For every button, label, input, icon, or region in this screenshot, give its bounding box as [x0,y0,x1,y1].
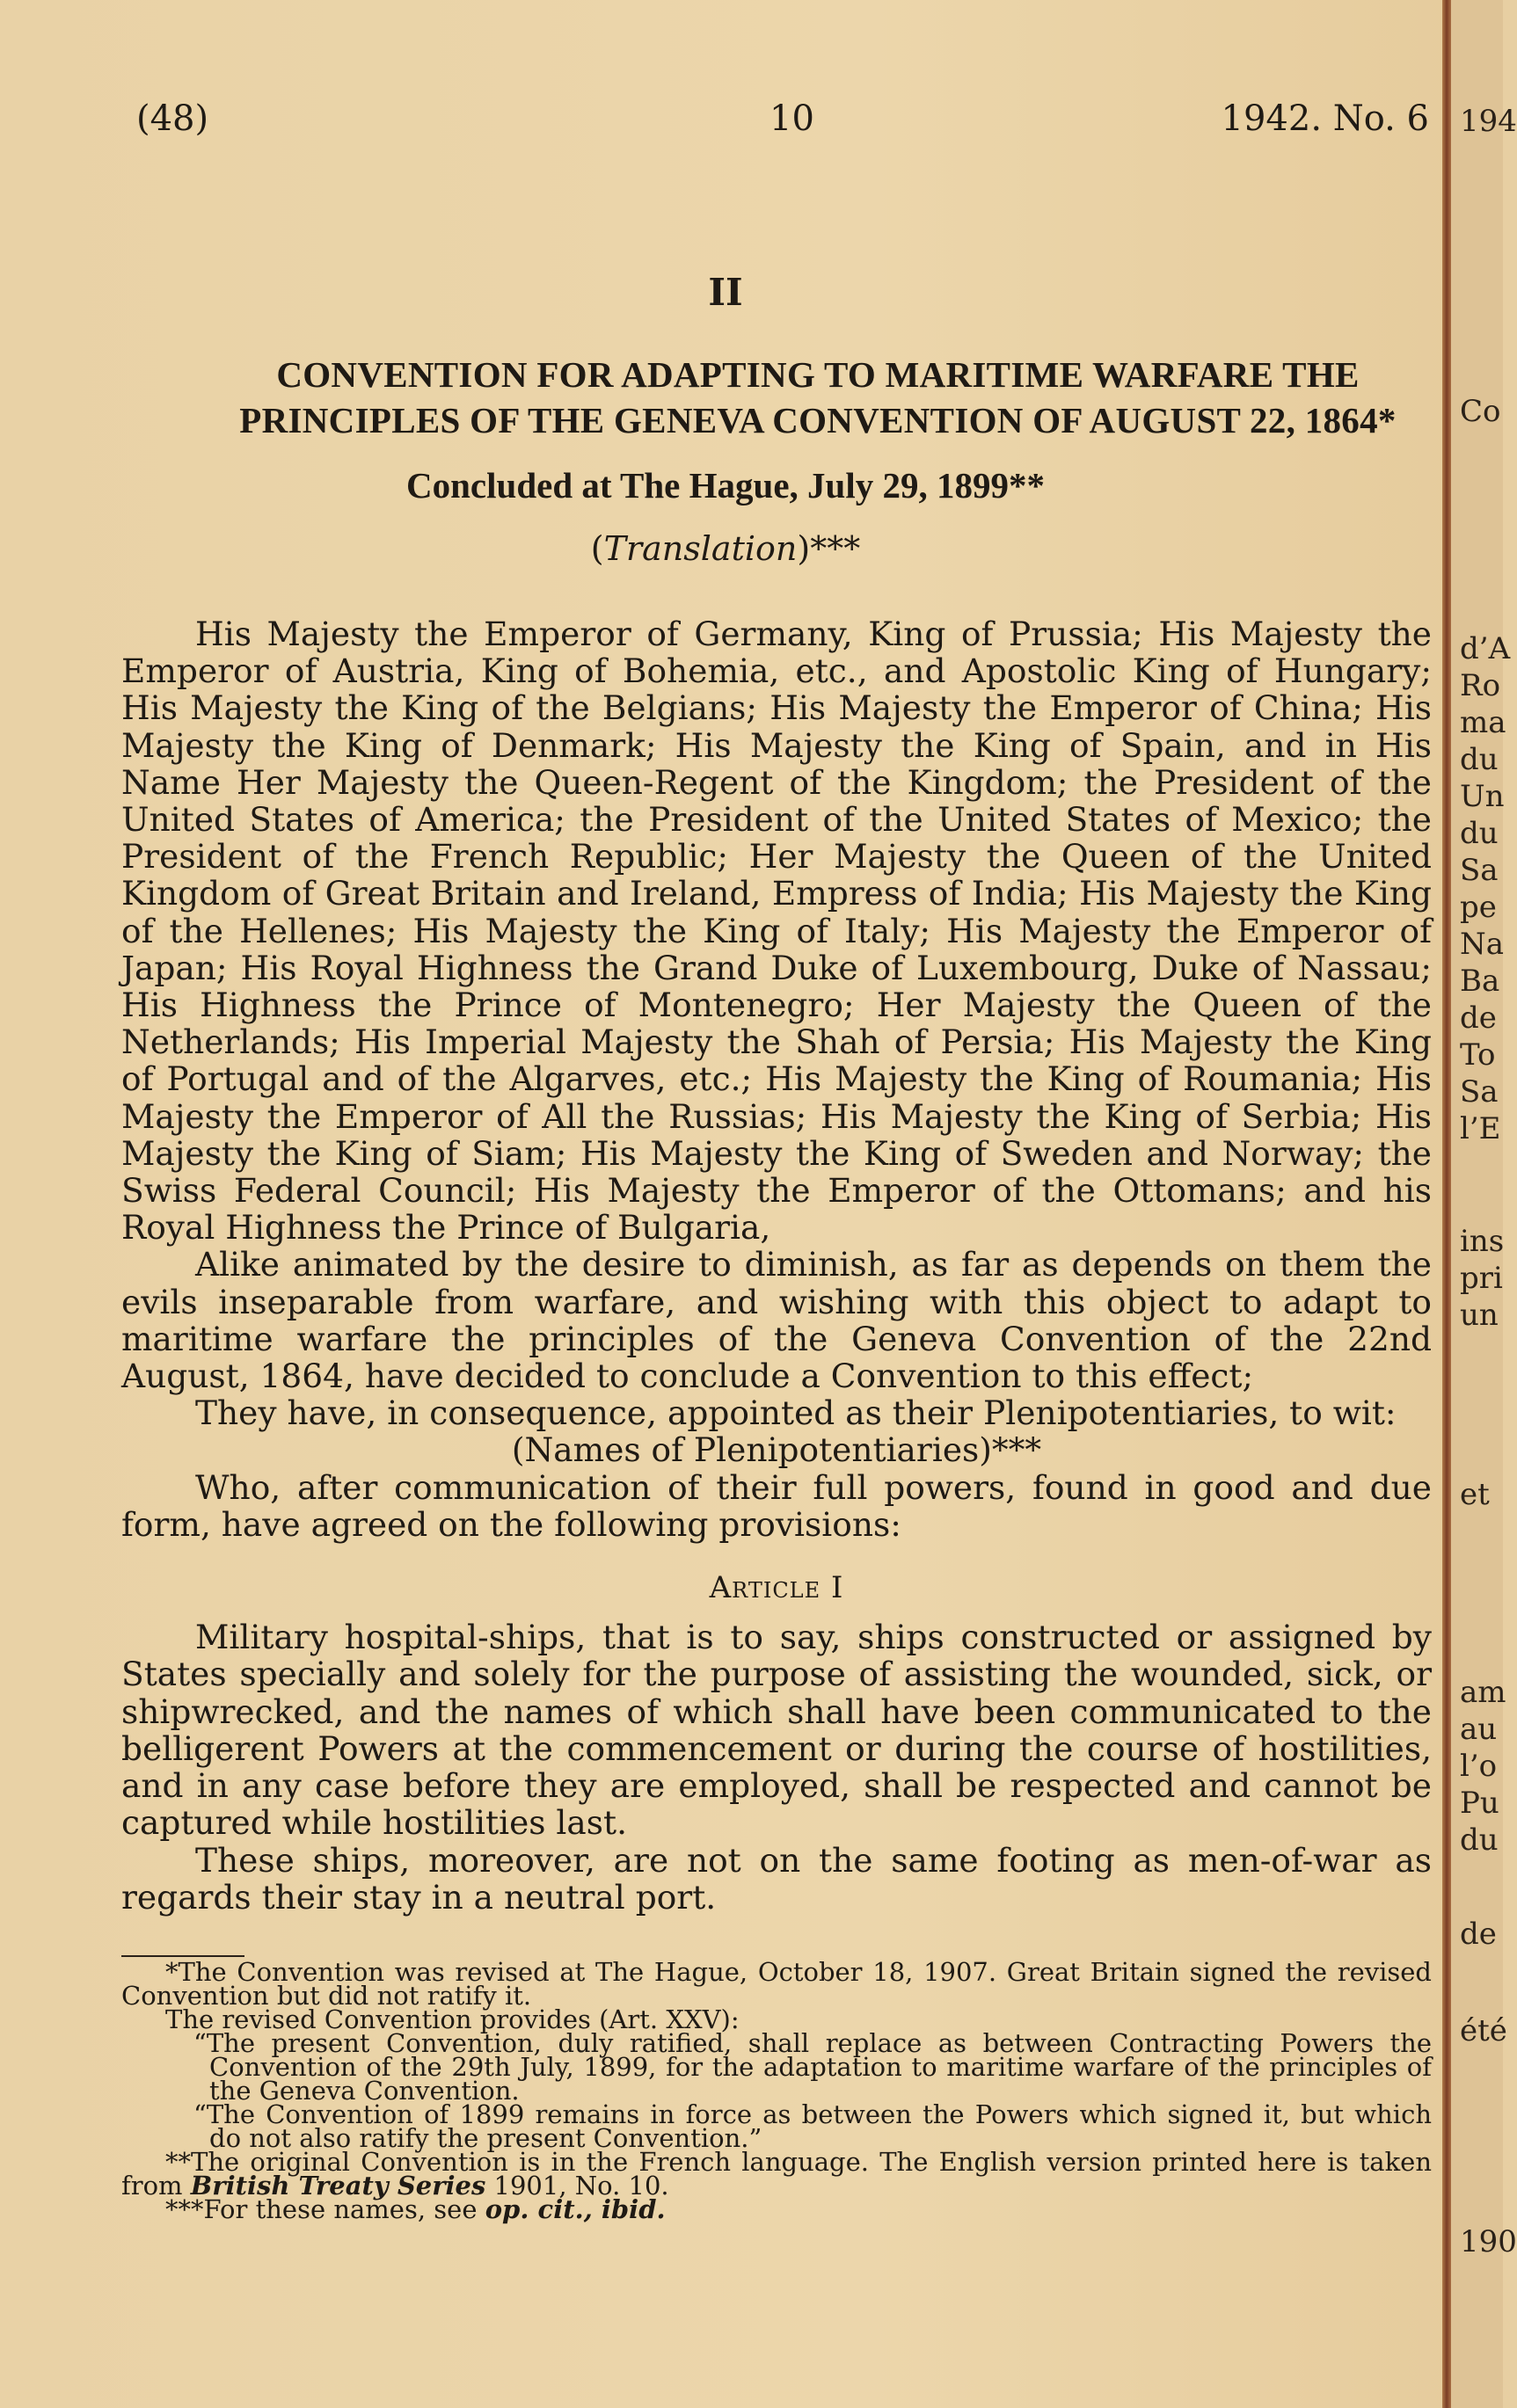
adjacent-fragment: et [1460,1477,1490,1512]
preamble-paragraph: His Majesty the Emperor of Germany, King of Prussia; His Majesty the Emperor of Austria, King of Bohemia, etc., and Apostolic King of Hungary; His Majesty the King of the Belgians; His Majesty the Emperor of China; His Majesty the King of Denmark; His Majesty the King of Spain, and in His Name Her Majesty the Queen-Regent of the Kingdom; the President of the United States of America; the President of the United States of Mexico; the President of the French Republic; Her Majesty the Queen of the United Kingdom of Great Britain and Ireland, Empress of India; His Majesty the King of the Hellenes; His Majesty the King of Italy; His Majesty the Emperor of Japan; His Royal Highness the Grand Duke of Luxembourg, Duke of Nassau; His Highness the Prince of Montenegro; Her Majesty the Queen of the Netherlands; His Imperial Majesty the Shah of Persia; His Majesty the King of Portugal and of the Algarves, etc.; His Majesty the King of Roumania; His Majesty the Emperor of All the Russias; His Majesty the King of Serbia; His Majesty the King of Siam; His Majesty the King of Sweden and Norway; the Swiss Federal Council; His Majesty the Emperor of the Ottomans; and his Royal Highness the Prince of Bulgaria, [121,615,1432,1248]
adjacent-fragment: Co [1460,394,1501,429]
adjacent-fragment: Un [1460,779,1505,814]
adjacent-fragment: To [1460,1037,1496,1073]
article-heading: Article I [709,1570,844,1606]
body-text [121,615,1432,1916]
adjacent-fragment: été [1460,2013,1507,2048]
page-header [136,98,1429,142]
footnote-1: *The Convention was revised at The Hague, October 18, 1907. Great Britain signed the revised Convention but did not ratify it. [121,1957,1432,2011]
adjacent-page-edge [1451,0,1517,2408]
footnote-4-text: ***For these names, see [165,2194,478,2224]
adjacent-fragment: un [1460,1298,1499,1333]
adjacent-fragment: du [1460,816,1499,851]
adjacent-fragment: l’o [1460,1749,1498,1784]
adjacent-fragment: ins [1460,1224,1505,1259]
title-line-2: PRINCIPLES OF THE GENEVA CONVENTION OF AUGUST 22, 1864* [239,400,1397,440]
footnote-4-ref: op. cit., ibid. [485,2194,666,2224]
footnote-quote-2: “The Convention of 1899 remains in force as between the Powers which signed it, but which do not also ratify the present Convention.” [193,2099,1432,2153]
adjacent-fragment: Sa [1460,1074,1499,1109]
book-spine [1442,0,1451,2408]
document-title [211,352,1425,443]
header-year-number: 1942. No. 6 [1221,98,1429,139]
adjacent-fragment: 194 [1460,104,1517,139]
footnote-quote-1: “The present Convention, duly ratified, shall replace as between Contracting Powers the Convention of the 29th July, 1899, for the adaptation to maritime warfare of the principles of the Geneva Convention. [193,2028,1432,2106]
translation-mark: *** [810,529,861,568]
adjacent-fragment: pri [1460,1261,1503,1296]
plenipotentiaries-names: (Names of Plenipotentiaries)*** [511,1430,1042,1470]
adjacent-fragment: au [1460,1712,1498,1747]
header-page-number: 10 [769,98,814,139]
header-left-number: (48) [136,98,209,139]
footnote-3-ref: 1901, No. 10. [493,2171,669,2201]
translation-note: (Translation)*** [590,529,861,568]
adjacent-fragment: d’A [1460,631,1511,666]
section-numeral: II [708,271,743,314]
footnote-4 [121,2194,1432,2224]
footnotes [121,1957,1432,2224]
adjacent-fragment: am [1460,1675,1506,1710]
adjacent-fragment: de [1460,1000,1497,1036]
adjacent-fragment: Ro [1460,668,1501,703]
agreement-paragraph: Who, after communication of their full powers, found in good and due form, have agreed on the following provisions: [121,1467,1432,1544]
article-1-paragraph-1: Military hospital-ships, that is to say, ships constructed or assigned by States specially and solely for the purpose of assisting the wounded, sick, or shipwrecked, and the names of which shall have been communicated to the belligerent Powers at the commencement or during the course of hostilities, and in any case before they are employed, shall be respected and cannot be captured while hostilities last. [121,1618,1432,1843]
footnote-3 [121,2147,1432,2201]
adjacent-fragment: 190 [1460,2224,1517,2259]
translation-label: Translation [603,529,798,568]
document-subtitle: Concluded at The Hague, July 29, 1899** [406,465,1045,506]
adjacent-fragment: Na [1460,927,1505,962]
footnote-2: The revised Convention provides (Art. XXV): [165,2004,740,2034]
adjacent-fragment: Ba [1460,964,1500,999]
adjacent-fragment: ma [1460,705,1506,740]
plenipotentiaries-paragraph: They have, in consequence, appointed as their Plenipotentiaries, to wit: [195,1393,1397,1433]
purpose-paragraph: Alike animated by the desire to diminish, as far as depends on them the evils inseparable from warfare, and wishing with this object to adapt to maritime warfare the principles of the Geneva Convention of the 22nd August, 1864, have decided to conclude a Convention to this effect; [121,1245,1432,1396]
article-1-paragraph-2: These ships, moreover, are not on the same footing as men-of-war as regards their stay in a neutral port. [121,1840,1432,1917]
adjacent-fragment: du [1460,1822,1499,1858]
adjacent-fragment: l’E [1460,1111,1501,1146]
footnote-3-source: British Treaty Series [190,2171,486,2201]
adjacent-fragment: de [1460,1917,1497,1952]
adjacent-fragment: du [1460,742,1499,777]
footnote-3-text: **The original Convention is in the French language. The English version printed here is taken from [121,2147,1432,2201]
adjacent-fragment: pe [1460,890,1497,925]
title-line-1: CONVENTION FOR ADAPTING TO MARITIME WARFARE THE [276,354,1360,395]
adjacent-fragment: Pu [1460,1786,1499,1821]
adjacent-fragment: Sa [1460,853,1499,888]
